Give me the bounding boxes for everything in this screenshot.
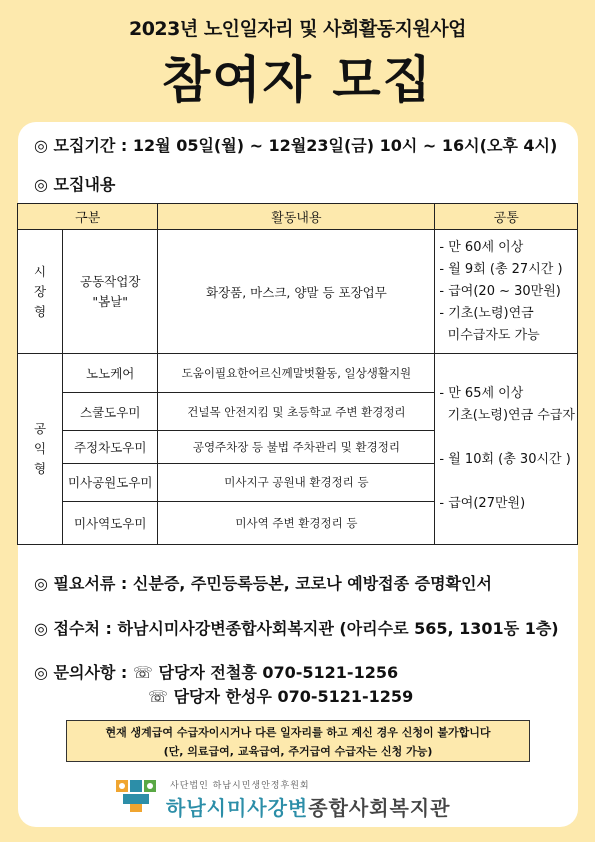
recruit-content-label: ◎ 모집내용: [34, 175, 116, 194]
program-name: 스쿨도우미: [63, 392, 158, 431]
recruit-table: [17, 203, 578, 545]
program-activity: 미사역 주변 환경정리 등: [158, 502, 435, 545]
program-name: 공동작업장 "봄날": [63, 230, 158, 354]
table-header: 공통: [435, 204, 578, 230]
org-name-part: 하남시미사강변: [166, 796, 309, 820]
recruit-period-label: ◎ 모집기간 :: [34, 136, 133, 155]
common-item: 미수급자도 가능: [439, 327, 540, 343]
required-docs: [34, 571, 492, 594]
program-activity: 화장품, 마스크, 양말 등 포장업무: [158, 230, 435, 354]
program-activity: 공영주차장 등 불법 주차관리 및 환경정리: [158, 431, 435, 463]
org-name-part: 종합사회복지관: [308, 796, 451, 820]
program-activity: 도움이필요한어르신께말벗활동, 일상생활지원: [158, 354, 435, 393]
program-activity: 미사지구 공원내 환경정리 등: [158, 463, 435, 502]
group-cell-public: 공 익 형: [18, 354, 63, 545]
page-title: 참여자 모집: [162, 51, 433, 109]
contact-label: ◎ 문의사항 :: [34, 663, 133, 682]
org-parent-name: 사단법인 하남시민생안정후원회: [170, 781, 310, 791]
required-docs-value: 신분증, 주민등록등본, 코로나 예방접종 증명확인서: [132, 574, 492, 593]
common-item: [439, 427, 575, 449]
contact-info: [34, 660, 398, 683]
common-cell-public: [435, 354, 578, 545]
common-item: - 만 60세 이상: [439, 239, 524, 255]
table-row: [18, 230, 578, 354]
notice-line: 현재 생계급여 수급자이시거나 다른 일자리를 하고 계신 경우 신청이 불가합니다: [105, 726, 491, 739]
table-row: [18, 354, 578, 393]
page-subtitle: 2023년 노인일자리 및 사회활동지원사업: [128, 18, 467, 40]
reception-place-value: 하남시미사강변종합사회복지관 (아리수로 565, 1301동 1층): [117, 619, 559, 638]
common-item: - 월 9회 (총 27시간 ): [439, 261, 563, 277]
org-name: [166, 792, 451, 821]
common-item: - 만 65세 이상: [439, 386, 524, 402]
common-cell-market: [435, 230, 578, 354]
program-name: 주정차도우미: [63, 431, 158, 463]
program-name: 노노케어: [63, 354, 158, 393]
program-name: 미사역도우미: [63, 502, 158, 545]
group-cell-market: 시 장 형: [18, 230, 63, 354]
common-item: [439, 471, 575, 493]
recruit-period-value: 12월 05일(월) ~ 12월23일(금) 10시 ~ 16시(오후 4시): [132, 136, 558, 155]
notice-line: (단, 의료급여, 교육급여, 주거급여 수급자는 신청 가능): [163, 745, 433, 758]
common-item: - 급여(20 ~ 30만원): [439, 283, 561, 299]
eligibility-notice: [66, 720, 530, 762]
program-name: 미사공원도우미: [63, 463, 158, 502]
program-activity: 건널목 안전지킴 및 초등학교 주변 환경정리: [158, 392, 435, 431]
table-header-row: [18, 204, 578, 230]
common-item: - 월 10회 (총 30시간 ): [439, 452, 571, 468]
common-item: - 기초(노령)연금: [439, 305, 534, 321]
common-item: - 급여(27만원): [439, 496, 526, 512]
table-header: 활동내용: [158, 204, 435, 230]
required-docs-label: ◎ 필요서류 :: [34, 574, 133, 593]
welfare-center-logo-icon: [114, 778, 158, 814]
reception-place: [34, 616, 559, 639]
table-header: 구분: [18, 204, 158, 230]
recruit-period: [34, 133, 557, 156]
contact-phone-2: ☏ 담당자 한성우 070-5121-1259: [148, 687, 414, 706]
contact-phone-1: ☏ 담당자 전철흥 070-5121-1256: [132, 663, 399, 682]
common-item: 기초(노령)연금 수급자: [439, 408, 575, 424]
reception-place-label: ◎ 접수처 :: [34, 619, 118, 638]
